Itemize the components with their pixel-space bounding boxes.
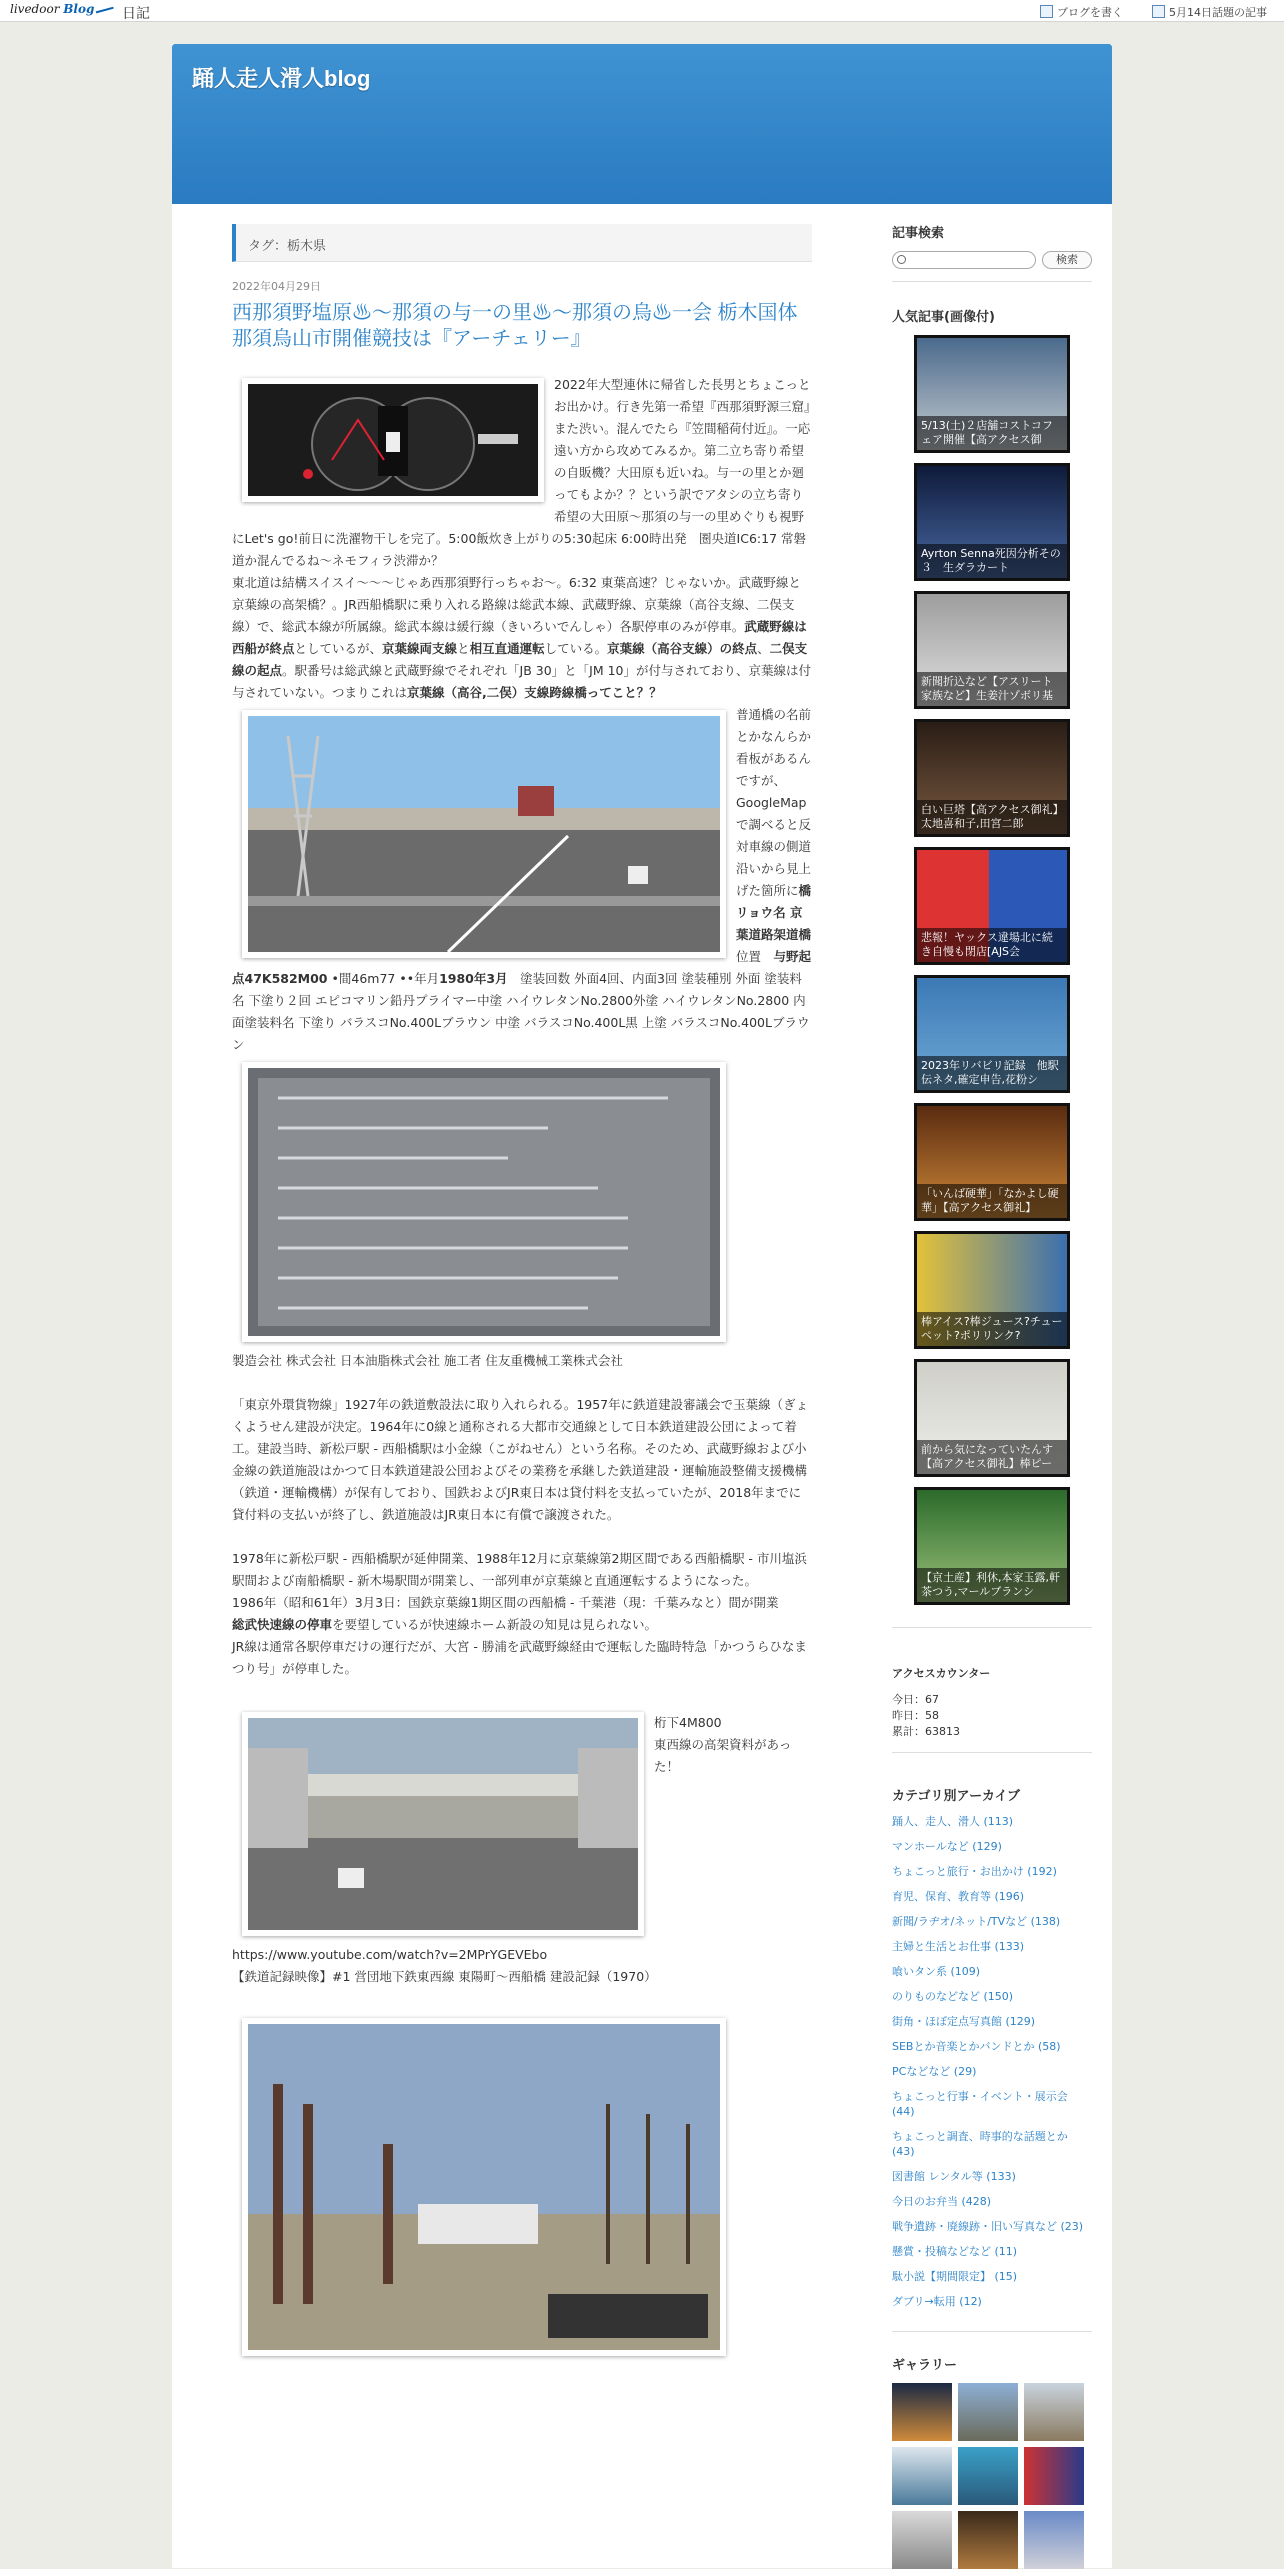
- youtube-link[interactable]: https://www.youtube.com/watch?v=2MPrYGEVEbo: [232, 1947, 548, 1962]
- category-link[interactable]: のりものなどなど (150): [892, 1990, 1014, 2003]
- gallery-thumb[interactable]: [1024, 2383, 1084, 2441]
- search-button[interactable]: 検索: [1042, 251, 1092, 269]
- popular-item[interactable]: 悲報！ヤックス違場北に続き自慢も閉店[AJS会: [914, 847, 1070, 965]
- pencil-icon: [1040, 5, 1053, 18]
- category-link[interactable]: ちょこっと調査、時事的な話題とか (43): [892, 2130, 1068, 2158]
- bridge-sign-photo[interactable]: [242, 1062, 726, 1342]
- gallery-thumb[interactable]: [958, 2511, 1018, 2569]
- category-link[interactable]: 新聞/ラヂオ/ネット/TVなど (138): [892, 1915, 1061, 1928]
- category-link[interactable]: ダブリ→転用 (12): [892, 2295, 982, 2308]
- category-link[interactable]: 駄小説【期間限定】 (15): [892, 2270, 1018, 2283]
- diary-link[interactable]: 日記: [122, 6, 150, 22]
- gallery-grid: [892, 2383, 1092, 2569]
- search-input[interactable]: [892, 251, 1036, 269]
- category-link[interactable]: 主婦と生活とお仕事 (133): [892, 1940, 1025, 1953]
- counter-yesterday: 昨日：58: [892, 1709, 939, 1722]
- popular-item[interactable]: Ayrton Senna死因分析その３ 生ダラカート: [914, 463, 1070, 581]
- site-title[interactable]: 踊人走人滑人blog: [192, 66, 371, 91]
- category-link[interactable]: 喰いタン系 (109): [892, 1965, 981, 1978]
- popular-item[interactable]: 白い巨塔【高アクセス御礼】太地喜和子,田宮二郎: [914, 719, 1070, 837]
- popular-item[interactable]: 棒アイス?棒ジュース?チューペット?ポリリンク?: [914, 1231, 1070, 1349]
- gallery-thumb[interactable]: [892, 2511, 952, 2569]
- popular-item[interactable]: 新聞折込など【アスリート家族など】生姜汁ゾボリ基: [914, 591, 1070, 709]
- elevated-train-photo[interactable]: [242, 1712, 644, 1936]
- counter-today: 今日：67: [892, 1693, 939, 1706]
- post-paragraph: 1978年に新松戸駅 - 西船橋駅が延伸開業、1988年12月に京葉線第2期区間である西船橋駅 - 市川塩浜駅間および南船橋駅 - 新木場駅間が開業し、一部列車が京葉線と直通運転するようになった。: [232, 1551, 807, 1588]
- category-link[interactable]: マンホールなど (129): [892, 1840, 1002, 1853]
- popular-item[interactable]: 【京土産】利休,本家玉露,軒茶つう,マールブランシ: [914, 1487, 1070, 1605]
- post-paragraph: 1986年（昭和61年）3月3日：国鉄京葉線1期区間の西船橋 - 千葉港（現：千葉みなと）間が開業: [232, 1595, 779, 1610]
- post-body: [232, 374, 812, 2364]
- counter-total: 累計：63813: [892, 1725, 960, 1738]
- popular-title: 人気記事(画像付): [892, 310, 995, 325]
- gallery-thumb[interactable]: [1024, 2447, 1084, 2505]
- post-date: 2022年04月29日: [232, 280, 321, 293]
- category-link[interactable]: 今日のお弁当 (428): [892, 2195, 992, 2208]
- category-link[interactable]: ちょこっと行事・イベント・展示会 (44): [892, 2090, 1068, 2118]
- post-paragraph: 桁下4M800 東西線の高架資料があった！ https://www.youtube.com/watch?v=2MPrYGEVEbo 【鉄道記録映像】#1 営団地下鉄東西線 東陽町〜西船橋 建設記録（1970）: [232, 1715, 792, 1984]
- tag-heading: タグ：栃木県: [232, 224, 812, 262]
- calendar-icon: [1152, 5, 1165, 18]
- category-title: カテゴリ別アーカイブ: [892, 1789, 1021, 1804]
- counter-title: アクセスカウンター: [892, 1667, 991, 1680]
- main-column: [232, 224, 812, 2364]
- post-paragraph: JR線は通常各駅停車だけの運行だが、大宮 - 勝浦を武蔵野線経由で運転した臨時特急「かつうらひなまつり号」が停車した。: [232, 1639, 807, 1676]
- topics-link[interactable]: 5月14日話題の記事: [1152, 4, 1267, 20]
- post-paragraph: 「東京外環貨物線」1927年の鉄道敷設法に取り入れられる。1957年に鉄道建設審議会で玉葉線（ぎょくようせん建設が決定。1964年に0線と通称される大都市交通線として日本鉄道建設公団によって着工。建設当時、新松戸駅 - 西船橋駅は小金線（こがねせん）という名称。そのため、武蔵野線および小金線の鉄道施設はかつて日本鉄道建設公団およびその業務を承継した鉄道建設・運輸施設整備支援機構（鉄道・運輸機構）が保有しており、国鉄およびJR東日本は貸付料を支払っていたが、2018年までに貸付料の支払いが終了し、鉄道施設はJR東日本に有償で譲渡された。: [232, 1397, 809, 1522]
- gallery-thumb[interactable]: [958, 2383, 1018, 2441]
- write-blog-link[interactable]: ブログを書く: [1040, 4, 1123, 20]
- post-paragraph: 東北道は結構スイスイ〜〜〜じゃあ西那須野行っちゃお〜。6:32 東葉高速？じゃないか。武蔵野線と京葉線の高架橋？。JR西船橋駅に乗り入れる路線は総武本線、武蔵野線、京葉線（高谷支線、二俣支線）で、総武本線が所属線。総武本線は緩行線（きいろいでんしゃ）各駅停車のみが停車。武蔵野線は西船が終点としているが、京葉線両支線と相互直通運転している。京葉線（高谷支線）の終点、二俣支線の起点。駅番号は総武線と武蔵野線でそれぞれ「JB 30」と「JM 10」が付与されており、京葉線は付与されていない。つまりこれは京葉線（高谷,二俣）支線跨線橋ってこと？？: [232, 575, 812, 700]
- category-link[interactable]: 育児、保育、教育等 (196): [892, 1890, 1025, 1903]
- popular-item[interactable]: 5/13(土)２店舗コストコフェア開催【高アクセス御: [914, 335, 1070, 453]
- post-paragraph: 普通橋の名前とかなんらか看板があるんですが、GoogleMapで調べると反対車線の側道沿いから見上げた箇所に橋リョウ名 京葉道路架道橋 位置 与野起点47K582M00 •間46m77 ••年月1980年3月 塗装回数 外面4回、内面3回 塗装種別 外面 塗装料名 下塗り２回 エピコマリン鉛丹プライマー中塗 ハイウレタンNo.2800外塗 ハイウレタンNo.2800 内面塗装料名 下塗り バラスコNo.400Lブラウン 中塗 バラスコNo.400L黒 上塗 バラスコNo.400Lブラウン: [232, 707, 812, 1052]
- post-paragraph: 2022年大型連休に帰省した長男とちょこっとお出かけ。行き先第一希望『西那須野源三窟』また渋い。混んでたら『笠間稲荷付近』。一応遠い方から攻めてみるか。第二立ち寄り希望の自販機？大田原も近いね。与一の里とか廻ってもよか？？という訳でアタシの立ち寄り希望の大田原〜那須の与一の里めぐりも視野にLet's go!前日に洗濯物干しを完了。5:00飯炊き上がりの5:30起床 6:00時出発 圏央道IC6:17 常磐道か混んでるね〜ネモフィラ渋滞か？: [232, 377, 811, 568]
- page-container: [172, 44, 1112, 2568]
- category-link[interactable]: 戦争遺跡・廃線跡・旧い写真など (23): [892, 2220, 1084, 2233]
- category-link[interactable]: ちょこっと旅行・お出かけ (192): [892, 1865, 1057, 1878]
- dashboard-photo[interactable]: [242, 378, 544, 502]
- popular-item[interactable]: 2023年リバビリ記録 他駅伝ネタ,確定申告,花粉シ: [914, 975, 1070, 1093]
- post-title[interactable]: 西那須野塩原♨〜那須の与一の里♨〜那須の烏♨一会 栃木国体 那須烏山市開催競技は『アーチェリー』: [232, 302, 798, 350]
- top-bar: [0, 0, 1284, 22]
- post-paragraph: 総武快速線の停車を要望しているが快速線ホーム新設の知見は見られない。: [232, 1617, 658, 1632]
- gallery-thumb[interactable]: [892, 2447, 952, 2505]
- post-paragraph: 製造会社 株式会社 日本油脂株式会社 施工者 住友重機械工業株式会社: [232, 1353, 623, 1368]
- livedoor-blog-logo[interactable]: livedoor Blog: [10, 2, 114, 16]
- category-link[interactable]: 街角・ほぼ定点写真館 (129): [892, 2015, 1036, 2028]
- search-title: 記事検索: [892, 226, 945, 241]
- popular-item[interactable]: 前から気になっていたんす【高アクセス御礼】棒ピー: [914, 1359, 1070, 1477]
- gallery-thumb[interactable]: [1024, 2511, 1084, 2569]
- popular-item[interactable]: 「いんば硬華」「なかよし硬華」【高アクセス御礼】: [914, 1103, 1070, 1221]
- construction-photo[interactable]: [242, 2018, 726, 2356]
- category-link[interactable]: 踊人、走人、滑人 (113): [892, 1815, 1014, 1828]
- blog-header: [172, 44, 1112, 204]
- category-link[interactable]: PCなどなど (29): [892, 2065, 977, 2078]
- gallery-thumb[interactable]: [892, 2383, 952, 2441]
- gallery-thumb[interactable]: [958, 2447, 1018, 2505]
- category-link[interactable]: 図書館 レンタル等 (133): [892, 2170, 1016, 2183]
- gallery-title: ギャラリー: [892, 2358, 958, 2373]
- category-link[interactable]: SEBとか音楽とかバンドとか (58): [892, 2040, 1061, 2053]
- sidebar: [892, 222, 1092, 2569]
- category-link[interactable]: 懸賞・投稿などなど (11): [892, 2245, 1018, 2258]
- overpass-photo[interactable]: [242, 710, 726, 958]
